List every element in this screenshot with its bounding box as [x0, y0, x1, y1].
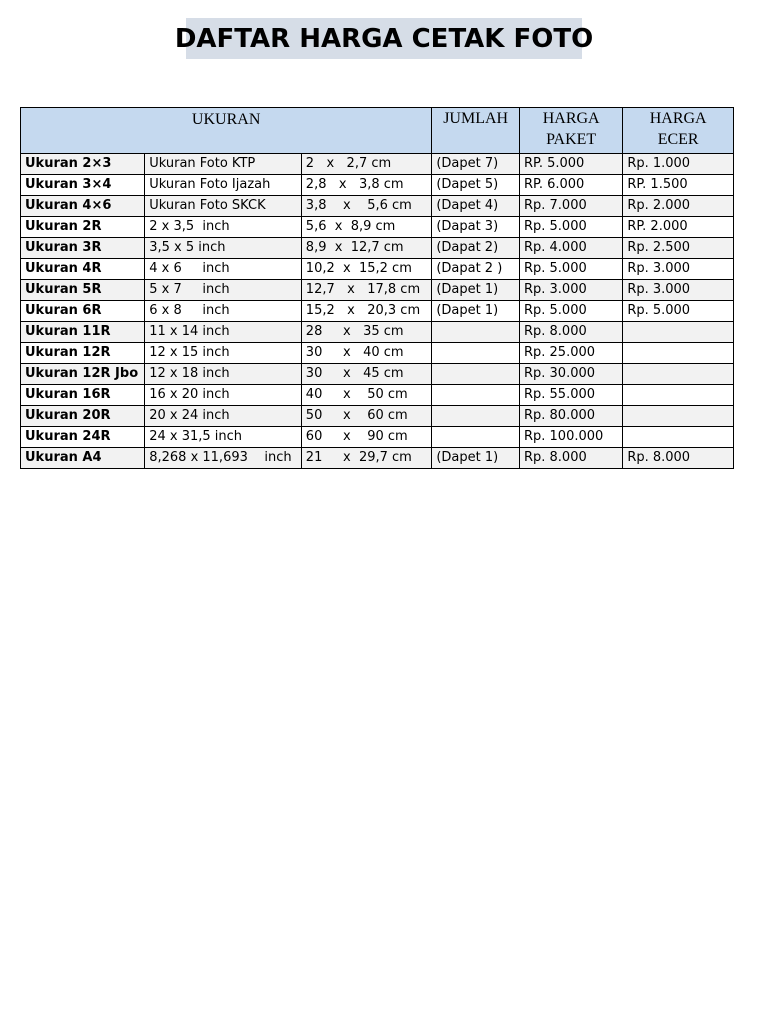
- cell-jumlah: (Dapet 4): [432, 196, 520, 217]
- cell-ukuran-desc: 20 x 24 inch: [145, 406, 302, 427]
- cell-harga-paket: Rp. 25.000: [519, 343, 622, 364]
- cell-ukuran-desc: Ukuran Foto Ijazah: [145, 175, 302, 196]
- table-row: [21, 385, 734, 406]
- cell-ukuran-name: Ukuran 11R: [21, 322, 145, 343]
- cell-harga-paket: RP. 5.000: [519, 154, 622, 175]
- table-row: [21, 406, 734, 427]
- cell-ukuran-desc: Ukuran Foto SKCK: [145, 196, 302, 217]
- cell-ukuran-cm: 28 x 35 cm: [301, 322, 432, 343]
- cell-harga-ecer: [623, 322, 734, 343]
- cell-harga-ecer: Rp. 1.000: [623, 154, 734, 175]
- cell-harga-paket: Rp. 8.000: [519, 448, 622, 469]
- cell-ukuran-cm: 8,9 x 12,7 cm: [301, 238, 432, 259]
- cell-ukuran-name: Ukuran 12R: [21, 343, 145, 364]
- table-row: [21, 343, 734, 364]
- cell-harga-ecer: [623, 343, 734, 364]
- cell-jumlah: (Dapet 7): [432, 154, 520, 175]
- cell-ukuran-name: Ukuran 3R: [21, 238, 145, 259]
- table-row: [21, 448, 734, 469]
- table-row: [21, 427, 734, 448]
- table-row: [21, 280, 734, 301]
- cell-ukuran-desc: 5 x 7 inch: [145, 280, 302, 301]
- cell-jumlah: [432, 364, 520, 385]
- cell-ukuran-name: Ukuran 24R: [21, 427, 145, 448]
- cell-jumlah: (Dapet 1): [432, 448, 520, 469]
- cell-ukuran-desc: 11 x 14 inch: [145, 322, 302, 343]
- cell-harga-ecer: Rp. 2.000: [623, 196, 734, 217]
- cell-ukuran-cm: 15,2 x 20,3 cm: [301, 301, 432, 322]
- cell-ukuran-desc: 8,268 x 11,693 inch: [145, 448, 302, 469]
- cell-ukuran-cm: 2,8 x 3,8 cm: [301, 175, 432, 196]
- table-row: [21, 175, 734, 196]
- cell-jumlah: [432, 385, 520, 406]
- cell-harga-paket: Rp. 30.000: [519, 364, 622, 385]
- cell-harga-paket: Rp. 5.000: [519, 217, 622, 238]
- header-harga-ecer-line1: HARGA: [649, 110, 707, 127]
- cell-ukuran-desc: 12 x 15 inch: [145, 343, 302, 364]
- header-ukuran: UKURAN: [21, 108, 432, 154]
- cell-harga-paket: Rp. 5.000: [519, 301, 622, 322]
- price-table-header: [21, 108, 734, 154]
- cell-jumlah: (Dapat 3): [432, 217, 520, 238]
- cell-ukuran-name: Ukuran A4: [21, 448, 145, 469]
- cell-harga-paket: Rp. 4.000: [519, 238, 622, 259]
- cell-harga-ecer: [623, 385, 734, 406]
- cell-ukuran-cm: 10,2 x 15,2 cm: [301, 259, 432, 280]
- cell-harga-paket: Rp. 8.000: [519, 322, 622, 343]
- cell-ukuran-name: Ukuran 12R Jbo: [21, 364, 145, 385]
- table-row: [21, 259, 734, 280]
- cell-jumlah: (Dapet 1): [432, 280, 520, 301]
- cell-ukuran-desc: 4 x 6 inch: [145, 259, 302, 280]
- table-row: [21, 322, 734, 343]
- table-row: [21, 238, 734, 259]
- header-harga-paket-line2: PAKET: [546, 131, 597, 148]
- cell-harga-paket: RP. 6.000: [519, 175, 622, 196]
- page-title: DAFTAR HARGA CETAK FOTO: [174, 23, 594, 54]
- title-banner: [174, 18, 594, 59]
- cell-harga-ecer: [623, 427, 734, 448]
- cell-ukuran-desc: 3,5 x 5 inch: [145, 238, 302, 259]
- cell-ukuran-desc: 24 x 31,5 inch: [145, 427, 302, 448]
- cell-harga-ecer: Rp. 3.000: [623, 280, 734, 301]
- cell-ukuran-cm: 12,7 x 17,8 cm: [301, 280, 432, 301]
- cell-ukuran-desc: 16 x 20 inch: [145, 385, 302, 406]
- price-table: [20, 107, 734, 469]
- cell-jumlah: (Dapet 1): [432, 301, 520, 322]
- cell-ukuran-desc: 6 x 8 inch: [145, 301, 302, 322]
- cell-jumlah: [432, 343, 520, 364]
- table-row: [21, 154, 734, 175]
- cell-ukuran-name: Ukuran 5R: [21, 280, 145, 301]
- header-harga-paket: [519, 108, 622, 154]
- cell-jumlah: (Dapat 2): [432, 238, 520, 259]
- cell-ukuran-cm: 2 x 2,7 cm: [301, 154, 432, 175]
- header-harga-ecer: [623, 108, 734, 154]
- cell-ukuran-cm: 30 x 40 cm: [301, 343, 432, 364]
- cell-harga-ecer: RP. 1.500: [623, 175, 734, 196]
- header-harga-paket-line1: HARGA: [542, 110, 600, 127]
- cell-ukuran-cm: 60 x 90 cm: [301, 427, 432, 448]
- cell-harga-paket: Rp. 5.000: [519, 259, 622, 280]
- cell-ukuran-name: Ukuran 16R: [21, 385, 145, 406]
- cell-ukuran-cm: 5,6 x 8,9 cm: [301, 217, 432, 238]
- cell-jumlah: (Dapet 5): [432, 175, 520, 196]
- cell-harga-paket: Rp. 3.000: [519, 280, 622, 301]
- cell-ukuran-cm: 21 x 29,7 cm: [301, 448, 432, 469]
- table-row: [21, 301, 734, 322]
- price-table-body: [21, 154, 734, 469]
- cell-harga-paket: Rp. 80.000: [519, 406, 622, 427]
- cell-harga-paket: Rp. 7.000: [519, 196, 622, 217]
- cell-ukuran-desc: Ukuran Foto KTP: [145, 154, 302, 175]
- cell-harga-ecer: Rp. 5.000: [623, 301, 734, 322]
- cell-ukuran-cm: 40 x 50 cm: [301, 385, 432, 406]
- cell-ukuran-cm: 3,8 x 5,6 cm: [301, 196, 432, 217]
- cell-ukuran-name: Ukuran 20R: [21, 406, 145, 427]
- cell-ukuran-desc: 12 x 18 inch: [145, 364, 302, 385]
- cell-harga-paket: Rp. 55.000: [519, 385, 622, 406]
- cell-jumlah: (Dapat 2 ): [432, 259, 520, 280]
- cell-ukuran-cm: 50 x 60 cm: [301, 406, 432, 427]
- cell-harga-paket: Rp. 100.000: [519, 427, 622, 448]
- cell-jumlah: [432, 322, 520, 343]
- cell-ukuran-name: Ukuran 2×3: [21, 154, 145, 175]
- cell-harga-ecer: [623, 406, 734, 427]
- cell-ukuran-name: Ukuran 6R: [21, 301, 145, 322]
- table-row: [21, 217, 734, 238]
- header-harga-ecer-line2: ECER: [657, 131, 699, 148]
- cell-harga-ecer: RP. 2.000: [623, 217, 734, 238]
- cell-ukuran-name: Ukuran 3×4: [21, 175, 145, 196]
- table-row: [21, 196, 734, 217]
- cell-harga-ecer: Rp. 2.500: [623, 238, 734, 259]
- cell-harga-ecer: [623, 364, 734, 385]
- cell-jumlah: [432, 427, 520, 448]
- cell-ukuran-name: Ukuran 4R: [21, 259, 145, 280]
- cell-harga-ecer: Rp. 8.000: [623, 448, 734, 469]
- cell-ukuran-name: Ukuran 2R: [21, 217, 145, 238]
- cell-ukuran-desc: 2 x 3,5 inch: [145, 217, 302, 238]
- header-jumlah: JUMLAH: [432, 108, 520, 154]
- cell-ukuran-cm: 30 x 45 cm: [301, 364, 432, 385]
- cell-jumlah: [432, 406, 520, 427]
- cell-harga-ecer: Rp. 3.000: [623, 259, 734, 280]
- cell-ukuran-name: Ukuran 4×6: [21, 196, 145, 217]
- header-row: [21, 108, 734, 154]
- table-row: [21, 364, 734, 385]
